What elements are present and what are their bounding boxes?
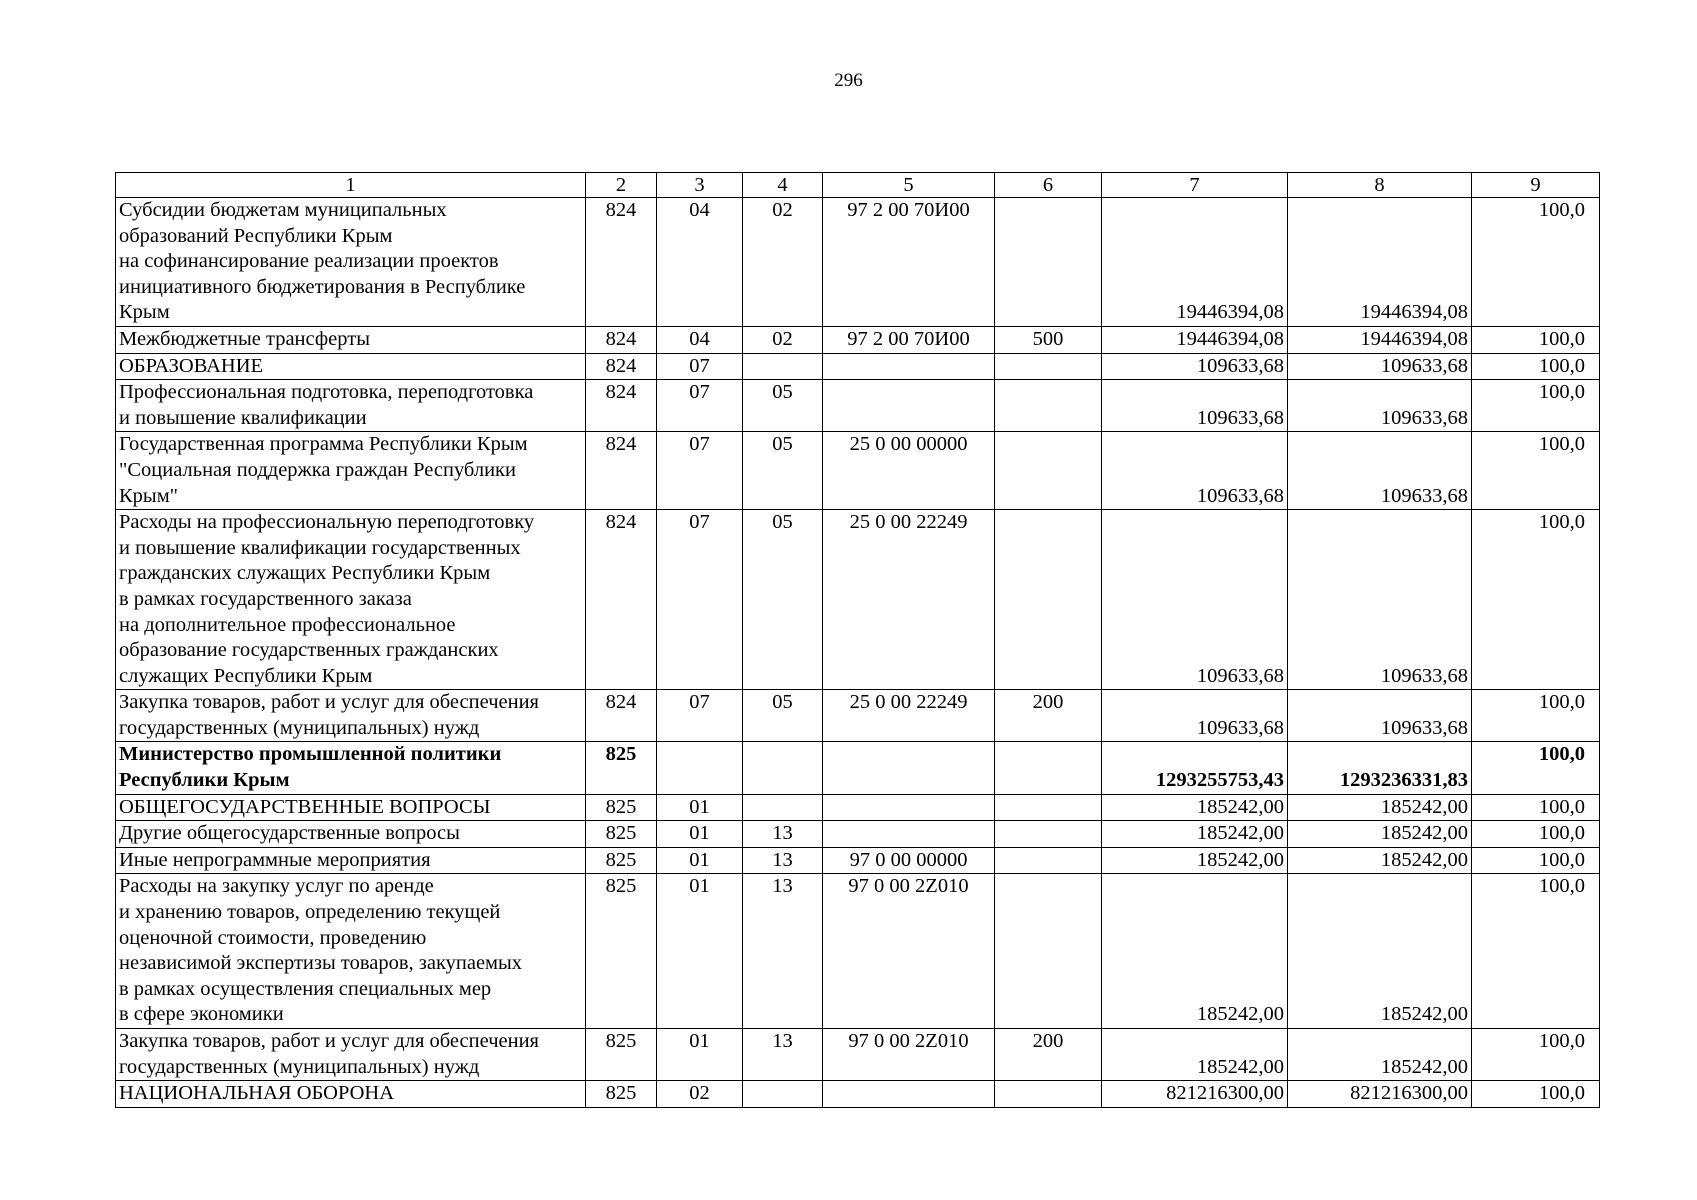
table-row <box>116 1029 1600 1081</box>
table-row <box>116 1081 1600 1108</box>
row-section-cell: 01 <box>657 1029 743 1081</box>
row-subsection-cell: 05 <box>743 380 823 432</box>
row-target-article-cell: 25 0 00 22249 <box>823 690 995 742</box>
row-name-cell: Профессиональная подготовка, переподготовка и повышение квалификации <box>116 380 586 432</box>
row-ministry-code-cell: 824 <box>586 380 657 432</box>
page-number: 296 <box>834 70 863 91</box>
row-target-article-cell <box>823 742 995 794</box>
row-ministry-code-cell: 825 <box>586 1081 657 1108</box>
row-target-article-cell: 25 0 00 00000 <box>823 432 995 510</box>
budget-table <box>115 172 1600 1108</box>
row-name-cell: Государственная программа Республики Крым "Социальная поддержка граждан Республики Крым" <box>116 432 586 510</box>
row-target-article-cell: 97 2 00 70И00 <box>823 326 995 353</box>
row-subsection-cell: 13 <box>743 847 823 874</box>
header-cell-5: 5 <box>823 173 995 198</box>
row-percent-cell: 100,0 <box>1472 794 1600 821</box>
row-target-article-cell: 97 2 00 70И00 <box>823 198 995 327</box>
row-expense-type-cell <box>995 1081 1102 1108</box>
table-row <box>116 847 1600 874</box>
row-executed-amount-cell: 109633,68 <box>1288 690 1472 742</box>
row-percent-cell: 100,0 <box>1472 874 1600 1029</box>
row-executed-amount-cell: 109633,68 <box>1288 510 1472 690</box>
row-planned-amount-cell: 109633,68 <box>1102 380 1288 432</box>
row-name-cell: Субсидии бюджетам муниципальных образований Республики Крым на софинансирование реализации проектов инициативного бюджетирования в Республике Крым <box>116 198 586 327</box>
table-row <box>116 742 1600 794</box>
row-ministry-code-cell: 825 <box>586 794 657 821</box>
row-section-cell: 04 <box>657 198 743 327</box>
header-cell-6: 6 <box>995 173 1102 198</box>
row-ministry-code-cell: 824 <box>586 432 657 510</box>
row-target-article-cell: 97 0 00 00000 <box>823 847 995 874</box>
row-subsection-cell: 02 <box>743 198 823 327</box>
row-executed-amount-cell: 1293236331,83 <box>1288 742 1472 794</box>
row-subsection-cell: 05 <box>743 510 823 690</box>
table-row <box>116 198 1600 327</box>
row-section-cell: 07 <box>657 353 743 380</box>
header-cell-4: 4 <box>743 173 823 198</box>
row-target-article-cell: 97 0 00 2Z010 <box>823 874 995 1029</box>
row-expense-type-cell: 200 <box>995 1029 1102 1081</box>
table-row <box>116 353 1600 380</box>
row-section-cell: 01 <box>657 821 743 848</box>
row-executed-amount-cell: 185242,00 <box>1288 874 1472 1029</box>
row-expense-type-cell <box>995 794 1102 821</box>
row-section-cell: 07 <box>657 510 743 690</box>
row-planned-amount-cell: 185242,00 <box>1102 847 1288 874</box>
row-name-cell: ОБЩЕГОСУДАРСТВЕННЫЕ ВОПРОСЫ <box>116 794 586 821</box>
row-section-cell: 07 <box>657 432 743 510</box>
row-percent-cell: 100,0 <box>1472 380 1600 432</box>
row-section-cell: 01 <box>657 794 743 821</box>
row-percent-cell: 100,0 <box>1472 742 1600 794</box>
row-expense-type-cell <box>995 742 1102 794</box>
row-section-cell: 02 <box>657 1081 743 1108</box>
row-target-article-cell: 25 0 00 22249 <box>823 510 995 690</box>
row-subsection-cell <box>743 742 823 794</box>
row-planned-amount-cell: 19446394,08 <box>1102 198 1288 327</box>
row-planned-amount-cell: 821216300,00 <box>1102 1081 1288 1108</box>
row-executed-amount-cell: 185242,00 <box>1288 847 1472 874</box>
row-percent-cell: 100,0 <box>1472 690 1600 742</box>
row-executed-amount-cell: 185242,00 <box>1288 794 1472 821</box>
row-executed-amount-cell: 185242,00 <box>1288 821 1472 848</box>
header-cell-2: 2 <box>586 173 657 198</box>
row-target-article-cell <box>823 821 995 848</box>
row-ministry-code-cell: 824 <box>586 198 657 327</box>
header-cell-8: 8 <box>1288 173 1472 198</box>
row-ministry-code-cell: 825 <box>586 1029 657 1081</box>
row-subsection-cell: 13 <box>743 821 823 848</box>
table-row <box>116 794 1600 821</box>
row-expense-type-cell <box>995 847 1102 874</box>
table-row <box>116 380 1600 432</box>
row-planned-amount-cell: 109633,68 <box>1102 510 1288 690</box>
row-name-cell: Другие общегосударственные вопросы <box>116 821 586 848</box>
table-header-row <box>116 173 1600 198</box>
row-ministry-code-cell: 825 <box>586 821 657 848</box>
header-cell-9: 9 <box>1472 173 1600 198</box>
row-planned-amount-cell: 1293255753,43 <box>1102 742 1288 794</box>
row-expense-type-cell <box>995 874 1102 1029</box>
row-planned-amount-cell: 185242,00 <box>1102 874 1288 1029</box>
row-name-cell: Межбюджетные трансферты <box>116 326 586 353</box>
row-executed-amount-cell: 19446394,08 <box>1288 198 1472 327</box>
row-target-article-cell <box>823 353 995 380</box>
row-percent-cell: 100,0 <box>1472 821 1600 848</box>
row-executed-amount-cell: 109633,68 <box>1288 380 1472 432</box>
table-row <box>116 874 1600 1029</box>
row-executed-amount-cell: 19446394,08 <box>1288 326 1472 353</box>
row-expense-type-cell <box>995 821 1102 848</box>
row-percent-cell: 100,0 <box>1472 847 1600 874</box>
row-expense-type-cell <box>995 510 1102 690</box>
row-ministry-code-cell: 824 <box>586 510 657 690</box>
row-planned-amount-cell: 109633,68 <box>1102 432 1288 510</box>
row-ministry-code-cell: 824 <box>586 353 657 380</box>
row-name-cell: Расходы на профессиональную переподготовку и повышение квалификации государственных гражданских служащих Республики Крым в рамках государственного заказа на дополнительное профессиональное образование государственных гражданских служащих Республики Крым <box>116 510 586 690</box>
row-name-cell: НАЦИОНАЛЬНАЯ ОБОРОНА <box>116 1081 586 1108</box>
row-ministry-code-cell: 825 <box>586 874 657 1029</box>
row-name-cell: Закупка товаров, работ и услуг для обеспечения государственных (муниципальных) нужд <box>116 1029 586 1081</box>
row-executed-amount-cell: 821216300,00 <box>1288 1081 1472 1108</box>
row-name-cell: Закупка товаров, работ и услуг для обеспечения государственных (муниципальных) нужд <box>116 690 586 742</box>
row-section-cell: 07 <box>657 690 743 742</box>
row-subsection-cell <box>743 794 823 821</box>
row-section-cell: 01 <box>657 847 743 874</box>
row-planned-amount-cell: 185242,00 <box>1102 821 1288 848</box>
header-cell-1: 1 <box>116 173 586 198</box>
row-executed-amount-cell: 109633,68 <box>1288 432 1472 510</box>
row-expense-type-cell <box>995 432 1102 510</box>
row-planned-amount-cell: 109633,68 <box>1102 353 1288 380</box>
row-ministry-code-cell: 825 <box>586 742 657 794</box>
table-row <box>116 432 1600 510</box>
row-target-article-cell <box>823 794 995 821</box>
row-name-cell: Министерство промышленной политики Республики Крым <box>116 742 586 794</box>
table-row <box>116 690 1600 742</box>
row-ministry-code-cell: 825 <box>586 847 657 874</box>
row-expense-type-cell <box>995 198 1102 327</box>
row-planned-amount-cell: 185242,00 <box>1102 1029 1288 1081</box>
row-section-cell: 07 <box>657 380 743 432</box>
row-planned-amount-cell: 185242,00 <box>1102 794 1288 821</box>
row-name-cell: Иные непрограммные мероприятия <box>116 847 586 874</box>
row-planned-amount-cell: 109633,68 <box>1102 690 1288 742</box>
table-row <box>116 510 1600 690</box>
header-cell-7: 7 <box>1102 173 1288 198</box>
row-section-cell <box>657 742 743 794</box>
row-name-cell: ОБРАЗОВАНИЕ <box>116 353 586 380</box>
row-expense-type-cell <box>995 380 1102 432</box>
row-subsection-cell <box>743 353 823 380</box>
row-percent-cell: 100,0 <box>1472 510 1600 690</box>
row-subsection-cell: 05 <box>743 690 823 742</box>
row-expense-type-cell <box>995 353 1102 380</box>
row-section-cell: 04 <box>657 326 743 353</box>
row-target-article-cell <box>823 380 995 432</box>
row-subsection-cell: 02 <box>743 326 823 353</box>
row-section-cell: 01 <box>657 874 743 1029</box>
row-percent-cell: 100,0 <box>1472 1029 1600 1081</box>
row-name-cell: Расходы на закупку услуг по аренде и хранению товаров, определению текущей оценочной стоимости, проведению независимой экспертизы товаров, закупаемых в рамках осуществления специальных мер в сфере экономики <box>116 874 586 1029</box>
table-row <box>116 821 1600 848</box>
row-expense-type-cell: 500 <box>995 326 1102 353</box>
row-percent-cell: 100,0 <box>1472 198 1600 327</box>
row-executed-amount-cell: 185242,00 <box>1288 1029 1472 1081</box>
row-ministry-code-cell: 824 <box>586 326 657 353</box>
row-subsection-cell: 13 <box>743 1029 823 1081</box>
row-percent-cell: 100,0 <box>1472 432 1600 510</box>
row-percent-cell: 100,0 <box>1472 353 1600 380</box>
row-target-article-cell <box>823 1081 995 1108</box>
row-target-article-cell: 97 0 00 2Z010 <box>823 1029 995 1081</box>
table-row <box>116 326 1600 353</box>
row-subsection-cell: 13 <box>743 874 823 1029</box>
row-percent-cell: 100,0 <box>1472 1081 1600 1108</box>
row-subsection-cell <box>743 1081 823 1108</box>
row-ministry-code-cell: 824 <box>586 690 657 742</box>
header-cell-3: 3 <box>657 173 743 198</box>
row-expense-type-cell: 200 <box>995 690 1102 742</box>
row-subsection-cell: 05 <box>743 432 823 510</box>
row-planned-amount-cell: 19446394,08 <box>1102 326 1288 353</box>
row-executed-amount-cell: 109633,68 <box>1288 353 1472 380</box>
row-percent-cell: 100,0 <box>1472 326 1600 353</box>
